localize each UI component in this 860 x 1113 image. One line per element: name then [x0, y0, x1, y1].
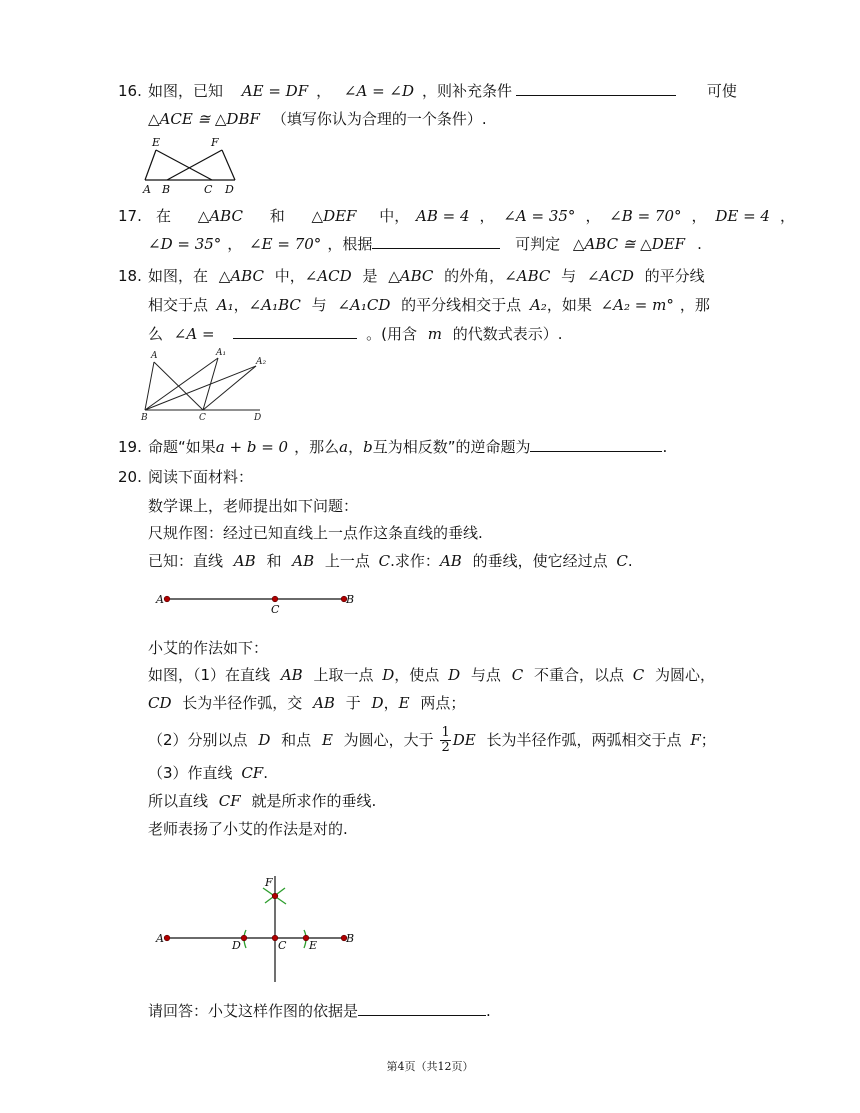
- q18-label-a2: A₂: [256, 357, 267, 367]
- q20-p6: [148, 692, 465, 714]
- q20-p8: [148, 762, 268, 784]
- q20-math: D: [258, 731, 271, 749]
- q20-text: 于: [345, 694, 361, 712]
- q20-text: .: [263, 764, 268, 782]
- q18-text: 。(用含: [366, 325, 417, 343]
- q20-text: .求作：: [390, 552, 440, 570]
- q20-fig1-label-c: C: [271, 603, 280, 616]
- q20-line-head: [118, 466, 253, 488]
- q20-figure-2: [150, 868, 360, 986]
- q16-text: ，: [316, 82, 332, 100]
- q17-math: △ABC: [197, 207, 243, 225]
- q20-p10: 老师表扬了小艾的作法是对的.: [148, 820, 348, 838]
- q20-fig1-label-b: B: [346, 593, 355, 606]
- q16-text: 如图，已知: [148, 82, 224, 100]
- q18-math: A₂: [529, 296, 547, 314]
- q20-math: CD: [148, 694, 172, 712]
- q18-text: 相交于点: [148, 296, 209, 314]
- q18-line1: [118, 265, 705, 287]
- q18-math: m: [427, 325, 442, 343]
- q17-text: ，: [479, 207, 495, 225]
- q18-text: 的平分线相交于点: [401, 296, 522, 314]
- fraction-denominator: 2: [441, 740, 450, 755]
- q17-text: .: [697, 235, 702, 253]
- q17-line1: [118, 205, 795, 227]
- q18-math: △ABC: [388, 267, 434, 285]
- q16-math: AE = DF: [241, 82, 309, 100]
- q16-answer-blank[interactable]: [516, 81, 676, 96]
- q20-fig2-label-d: D: [232, 939, 241, 952]
- q19-text: ，: [348, 438, 364, 456]
- q20-p3: [148, 550, 633, 572]
- q20-ask: [148, 1000, 491, 1022]
- q20-math: C: [616, 552, 628, 570]
- q19-number: 19.: [118, 438, 142, 456]
- q17-line2: [148, 233, 702, 255]
- q17-math: ∠B = 70°: [609, 207, 682, 225]
- q20-text: .: [627, 552, 633, 570]
- q18-label-d: D: [254, 413, 262, 423]
- q18-math: ∠ACD: [586, 267, 634, 285]
- q20-text: ；: [700, 731, 716, 749]
- q20-figure-1: [150, 588, 360, 616]
- q20-text: 和点: [281, 731, 312, 749]
- q16-label-e: E: [152, 136, 161, 149]
- q20-text: 就是所求作的垂线.: [251, 792, 377, 810]
- q18-math: ∠ACD: [304, 267, 352, 285]
- q17-text: ，根据: [327, 235, 373, 253]
- q20-math: F: [690, 731, 701, 749]
- q18-label-b: B: [141, 413, 148, 423]
- q20-p2: 尺规作图：经过已知直线上一点作这条直线的垂线.: [148, 524, 483, 542]
- q16-math: ∠A = ∠D: [343, 82, 415, 100]
- q18-text: ，: [233, 296, 249, 314]
- q20-text: ，使点: [394, 666, 440, 684]
- q20-text: 长为半径作弧，交: [182, 694, 303, 712]
- q19-text: 命题“如果: [148, 438, 216, 456]
- q20-math: CF: [218, 792, 241, 810]
- q16-math: △ACE ≅ △DBF: [148, 110, 260, 128]
- q17-text: ，: [779, 207, 795, 225]
- q18-text: 与: [561, 267, 577, 285]
- q18-text: ，如果: [546, 296, 592, 314]
- q18-math: ∠A =: [173, 325, 215, 343]
- q16-figure: [140, 134, 240, 196]
- q20-text: （2）分别以点: [148, 731, 248, 749]
- q18-math: ∠A₁CD: [337, 296, 391, 314]
- q18-text: 么: [148, 325, 164, 343]
- q16-label-b: B: [162, 183, 171, 196]
- q18-line3: [148, 323, 563, 345]
- q20-fig2-label-f: F: [265, 876, 273, 889]
- q19-answer-blank[interactable]: [530, 437, 662, 452]
- q18-math: ∠A₂ = m°: [600, 296, 674, 314]
- q19-math: a: [339, 438, 349, 456]
- q20-text: 长为半径作弧，两弧相交于点: [486, 731, 682, 749]
- q16-label-f: F: [211, 136, 219, 149]
- q20-fig1-label-a: A: [156, 593, 164, 606]
- q18-text: 如图，在: [148, 267, 209, 285]
- q20-math: D: [382, 666, 395, 684]
- q20-p9: [148, 790, 376, 812]
- q20-math: D: [448, 666, 461, 684]
- q20-number: 20.: [118, 468, 142, 486]
- q20-text: 为圆心，: [655, 666, 716, 684]
- page-footer: 第4页（共12页）: [386, 1060, 474, 1073]
- q19-text: .: [662, 438, 668, 456]
- q20-text: 上一点: [324, 552, 370, 570]
- q20-text: 和: [266, 552, 282, 570]
- q18-math: △ABC: [218, 267, 264, 285]
- q20-p1: 数学课上，老师提出如下问题：: [148, 497, 359, 515]
- q20-text: 如图，（1）在直线: [148, 666, 271, 684]
- q16-label-c: C: [204, 183, 213, 196]
- q20-fraction-half: [440, 726, 450, 755]
- q16-text: 可使: [706, 82, 737, 100]
- q17-text: ，: [227, 235, 243, 253]
- q20-math: C: [511, 666, 524, 684]
- q16-line1: [118, 80, 737, 102]
- q19-math: a + b = 0: [215, 438, 289, 456]
- q20-fig2-label-e: E: [309, 939, 318, 952]
- q20-text: .: [486, 1002, 491, 1020]
- q17-math: △DEF: [311, 207, 357, 225]
- q18-text: 的外角，: [444, 267, 505, 285]
- q18-label-a1: A₁: [216, 348, 227, 358]
- q18-number: 18.: [118, 267, 142, 285]
- q20-p7: [148, 726, 716, 755]
- q20-math: AB: [439, 552, 462, 570]
- q20-math: D: [371, 694, 384, 712]
- q17-math: AB = 4: [416, 207, 470, 225]
- q16-line2: [148, 108, 487, 130]
- q20-text: 不重合，以点: [533, 666, 624, 684]
- q19-line: [118, 436, 667, 458]
- q16-text: ，则补充条件: [422, 82, 513, 100]
- q18-line2: [148, 294, 710, 316]
- q17-text: ，: [585, 207, 601, 225]
- q17-text: 可判定: [515, 235, 561, 253]
- q16-text: （填写你认为合理的一个条件）.: [271, 110, 487, 128]
- q17-number: 17.: [118, 207, 142, 225]
- q17-math: DE = 4: [715, 207, 770, 225]
- q19-text: ，那么: [294, 438, 340, 456]
- q18-text: ，那: [679, 296, 710, 314]
- q17-text: 和: [269, 207, 285, 225]
- q18-text: 中，: [274, 267, 305, 285]
- q20-text: 的垂线，使它经过点: [472, 552, 608, 570]
- q20-math: E: [321, 731, 333, 749]
- q17-text: 在: [156, 207, 172, 225]
- q18-math: ∠ABC: [504, 267, 551, 285]
- q17-math: ∠D = 35°: [148, 235, 222, 253]
- q20-math: AB: [292, 552, 315, 570]
- q20-fig2-label-c: C: [278, 939, 287, 952]
- q18-math: A₁: [216, 296, 234, 314]
- q20-text: 上取一点: [313, 666, 374, 684]
- q20-text: 两点；: [420, 694, 466, 712]
- q19-text: 互为相反数”的逆命题为: [372, 438, 531, 456]
- q20-fig2-label-b: B: [346, 932, 355, 945]
- q20-text: ，: [383, 694, 399, 712]
- q20-math: CF: [241, 764, 264, 782]
- q20-math: AB: [313, 694, 335, 712]
- q16-label-d: D: [225, 183, 234, 196]
- q20-text: 已知：直线: [148, 552, 224, 570]
- q17-math: ∠A = 35°: [503, 207, 576, 225]
- q20-text: 请回答：小艾这样作图的依据是: [148, 1002, 359, 1020]
- q18-label-c: C: [199, 413, 206, 423]
- fraction-numerator: 1: [441, 725, 450, 740]
- q17-text: ，: [691, 207, 707, 225]
- q20-text: 为圆心，大于: [343, 731, 434, 749]
- q20-p4: 小艾的作法如下：: [148, 639, 269, 657]
- q17-text: 中，: [379, 207, 410, 225]
- q20-text: 与点: [470, 666, 501, 684]
- q18-text: 的代数式表示）.: [452, 325, 563, 343]
- q17-math: △ABC ≅ △DEF: [572, 235, 686, 253]
- q20-math: C: [378, 552, 391, 570]
- q19-math: b: [363, 438, 373, 456]
- q20-math: C: [632, 666, 645, 684]
- q20-text: （3）作直线: [148, 764, 233, 782]
- q18-label-a: A: [151, 351, 158, 361]
- q20-math: DE: [452, 731, 476, 749]
- q20-text: 阅读下面材料：: [148, 468, 254, 486]
- q20-p5: [148, 664, 715, 686]
- q17-math: ∠E = 70°: [249, 235, 322, 253]
- q16-number: 16.: [118, 82, 142, 100]
- q18-text: 是: [362, 267, 378, 285]
- q18-text: 与: [311, 296, 327, 314]
- q20-answer-blank[interactable]: [358, 1001, 486, 1016]
- q18-answer-blank[interactable]: [233, 324, 357, 339]
- q20-fig2-label-a: A: [156, 932, 164, 945]
- q20-math: AB: [233, 552, 256, 570]
- q20-math: AB: [280, 666, 303, 684]
- q18-figure: [140, 346, 275, 424]
- q20-math: E: [398, 694, 410, 712]
- q20-text: 所以直线: [148, 792, 209, 810]
- q17-answer-blank[interactable]: [372, 234, 500, 249]
- q16-label-a: A: [143, 183, 151, 196]
- q18-text: 的平分线: [644, 267, 705, 285]
- q18-math: ∠A₁BC: [248, 296, 301, 314]
